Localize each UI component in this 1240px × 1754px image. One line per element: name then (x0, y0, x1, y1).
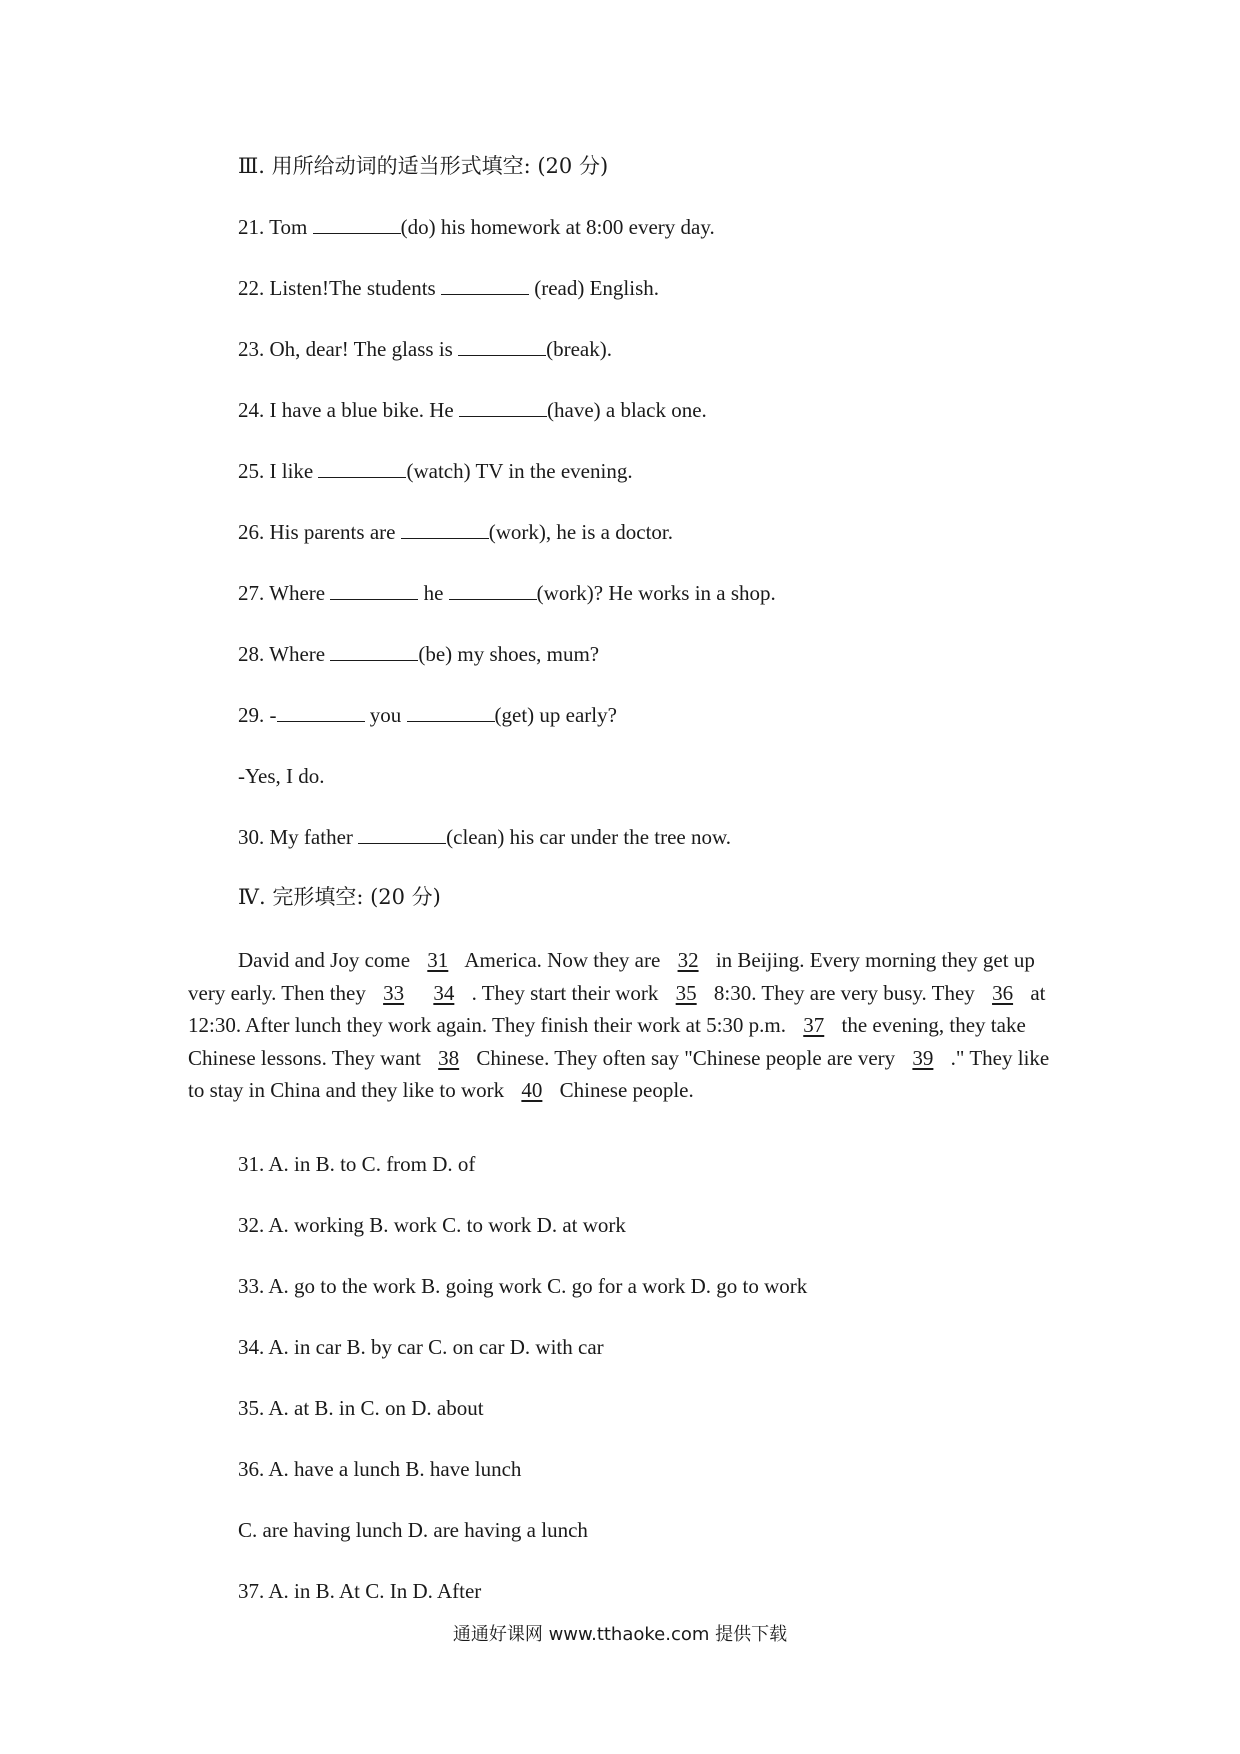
option-35: 35. A. at B. in C. on D. about (238, 1396, 484, 1420)
passage-text: 8:30. They are very busy. They (708, 980, 981, 1005)
option-36: 36. A. have a lunch B. have lunch (238, 1457, 522, 1481)
question-27 (238, 579, 776, 607)
question-text: he (418, 581, 449, 605)
answer-blank[interactable] (401, 519, 489, 539)
question-text: (clean) his car under the tree now. (446, 825, 732, 849)
question-text: (be) my shoes, mum? (418, 642, 600, 666)
blank-number: 35 (675, 980, 697, 1005)
blank-number: 40 (521, 1078, 543, 1102)
question-30 (238, 823, 731, 851)
answer-blank[interactable] (458, 336, 546, 356)
passage-text: America. Now they are (460, 948, 666, 972)
question-29 (238, 701, 617, 729)
question-text: (watch) TV in the evening. (406, 459, 633, 483)
blank-number: 34 (433, 980, 455, 1005)
question-text: (get) up early? (494, 703, 617, 727)
question-text: you (364, 703, 407, 727)
question-25 (238, 457, 633, 485)
passage-text: the evening, they take Chinese lessons. They want (188, 1013, 1026, 1070)
question-28 (238, 640, 599, 668)
page-footer: 通通好课网 www.tthaoke.com 提供下载 (452, 1624, 788, 1645)
answer-blank[interactable] (441, 275, 529, 295)
question-text: (work), he is a doctor. (488, 520, 673, 544)
question-29-answer: -Yes, I do. (238, 764, 325, 788)
question-text: 30. My father (238, 825, 359, 849)
question-text: 26. His parents are (238, 520, 401, 544)
answer-blank[interactable] (449, 580, 537, 600)
answer-blank[interactable] (277, 702, 365, 722)
cloze-passage (188, 944, 1068, 1107)
answer-blank[interactable] (358, 824, 446, 844)
passage-text: Chinese people. (554, 1078, 694, 1102)
question-text: (read) English. (528, 276, 660, 300)
answer-blank[interactable] (330, 580, 418, 600)
blank-number: 38 (438, 1045, 460, 1070)
question-text: (work)? He works in a shop. (536, 581, 776, 605)
question-23 (238, 335, 612, 363)
section-3-heading: Ⅲ. 用所给动词的适当形式填空: (20 分) (238, 154, 609, 178)
answer-blank[interactable] (459, 397, 547, 417)
question-text: (have) a black one. (547, 398, 707, 422)
question-text: 28. Where (238, 642, 331, 666)
blank-number: 37 (803, 1013, 825, 1037)
option-32: 32. A. working B. work C. to work D. at work (238, 1213, 626, 1237)
answer-blank[interactable] (407, 702, 495, 722)
question-text: 25. I like (238, 459, 319, 483)
blank-number: 39 (912, 1045, 934, 1070)
passage-text: ." They like to stay in China and they like to work (188, 1045, 1050, 1102)
question-text: 23. Oh, dear! The glass is (238, 337, 459, 361)
question-text: 21. Tom (238, 215, 313, 239)
question-21 (238, 213, 715, 241)
blank-number: 36 (992, 980, 1014, 1005)
answer-blank[interactable] (330, 641, 418, 661)
option-33: 33. A. go to the work B. going work C. go for a work D. go to work (238, 1274, 808, 1298)
passage-text: at 12:30. After lunch they work again. They finish their work at 5:30 p.m. (188, 980, 1046, 1037)
question-26 (238, 518, 673, 546)
option-37: 37. A. in B. At C. In D. After (238, 1579, 482, 1603)
section-4-heading: Ⅳ. 完形填空: (20 分) (238, 885, 441, 909)
question-text: 24. I have a blue bike. He (238, 398, 460, 422)
question-text: 29. - (238, 703, 277, 727)
question-text: 27. Where (238, 581, 331, 605)
option-31: 31. A. in B. to C. from D. of (238, 1152, 476, 1176)
passage-text: Chinese. They often say "Chinese people are very (471, 1045, 901, 1070)
passage-text: in Beijing. Every morning they get up very early. Then they (188, 948, 1035, 1005)
passage-text: David and Joy come (238, 948, 416, 972)
question-text: (break). (546, 337, 612, 361)
answer-blank[interactable] (313, 214, 401, 234)
question-22 (238, 274, 659, 302)
question-24 (238, 396, 707, 424)
blank-number: 33 (383, 980, 405, 1005)
question-text: 22. Listen!The students (238, 276, 441, 300)
passage-text: . They start their work (466, 980, 664, 1005)
blank-number: 31 (427, 948, 449, 972)
option-34: 34. A. in car B. by car C. on car D. with car (238, 1335, 604, 1359)
blank-number: 32 (677, 948, 699, 972)
question-text: (do) his homework at 8:00 every day. (400, 215, 715, 239)
answer-blank[interactable] (318, 458, 406, 478)
option-36-cont: C. are having lunch D. are having a lunch (238, 1518, 588, 1542)
